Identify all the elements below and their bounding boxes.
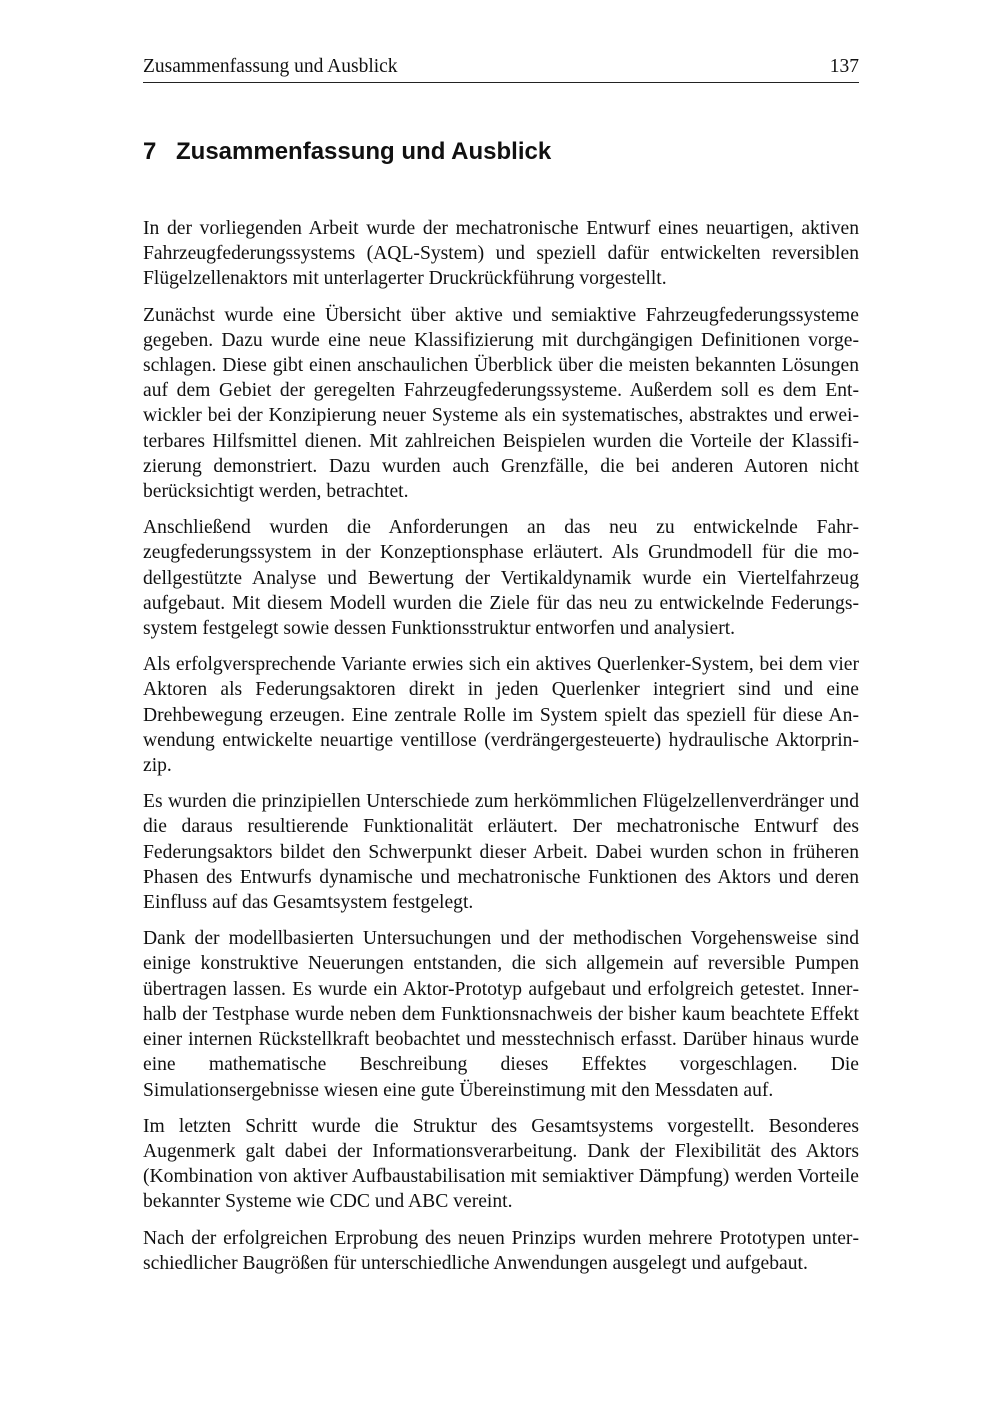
paragraph-requirements: Anschließend wurden die Anforderungen an das neu zu entwickelnde Fahrzeugfederungssystem in der Konzeptionsphase erläutert. Als Grundmodell für die modellgestützte Analyse und Bewertung der Vertikaldynamik wurde ein Viertelfahrzeug aufgebaut. Mit diesem Modell wurden die Ziele für das neu zu entwickelnde Federungssystem festgelegt sowie dessen Funktionsstruktur entworfen und analysiert.: [143, 517, 859, 640]
paragraph-actuator-design: Es wurden die prinzipiellen Unterschiede zum herkömmlichen Flügelzellenverdränger und die daraus resultierende Funktionalität erläutert. Der mechatronische Entwurf des Federungsaktors bildet den Schwerpunkt dieser Arbeit. Dabei wurden schon in früheren Phasen des Entwurfs dynamische und mechatronische Funktionen des Aktors und deren Einfluss auf das Gesamtsystem festgelegt.: [143, 791, 859, 914]
running-header-title: Zusammenfassung und Ausblick: [143, 56, 398, 77]
page-number: 137: [829, 56, 859, 77]
paragraph-prototype: Dank der modellbasierten Untersuchungen und der methodischen Vorgehensweise sind einige konstruktive Neuerungen entstanden, die sich allgemein auf reversible Pumpen übertragen lassen. Es wurde ein Aktor-Prototyp aufgebaut und erfolgreich getestet. Innerhalb der Testphase wurde neben dem Funktionsnachweis der bisher kaum beachtete Effekt einer internen Rückstellkraft beobachtet und messtechnisch erfasst. Darüber hinaus wurde eine mathematische Beschreibung dieses Effektes vorgeschlagen. Die Simulationsergebnisse wiesen eine gute Übereinstimung mit den Messdaten auf.: [143, 928, 859, 1101]
chapter-number: 7: [143, 138, 157, 165]
chapter-title: Zusammenfassung und Ausblick: [176, 138, 552, 165]
body-text: [143, 216, 859, 1287]
paragraph-outlook: Nach der erfolgreichen Erprobung des neuen Prinzips wurden mehrere Prototypen unterschiedlicher Baugrößen für unterschiedliche Anwendungen ausgelegt und aufgebaut.: [143, 1227, 859, 1274]
chapter-heading: [143, 137, 859, 167]
paragraph-classification: Zunächst wurde eine Übersicht über aktive und semiaktive Fahrzeugfederungssysteme gegeben. Dazu wurde eine neue Klassifizierung mit durchgängigen Definitionen vorgeschlagen. Diese gibt einen anschaulichen Überblick über die meisten bekannten Lösungen auf dem Gebiet der geregelten Fahrzeugfederungssysteme. Außerdem soll es dem Entwickler bei der Konzipierung neuer Systeme als ein systematisches, abstraktes und erweiterbares Hilfsmittel dienen. Mit zahlreichen Beispielen wurden die Vorteile der Klassifizierung demonstriert. Dazu wurden auch Grenzfälle, die bei anderen Autoren nicht berücksichtigt werden, betrachtet.: [143, 304, 859, 503]
paragraph-variant: Als erfolgversprechende Variante erwies sich ein aktives Querlenker-System, bei dem vier Aktoren als Federungsaktoren direkt in jeden Querlenker integriert sind und eine Drehbewegung erzeugen. Eine zentrale Rolle im System spielt das speziell für diese Anwendung entwickelte neuartige ventillose (verdrängergesteuerte) hydraulische Aktorprinzip.: [143, 654, 859, 777]
paragraph-system-structure: Im letzten Schritt wurde die Struktur des Gesamtsystems vorgestellt. Besonderes Augenmerk galt dabei der Informationsverarbeitung. Dank der Flexibilität des Aktors (Kombination von aktiver Aufbaustabilisation mit semiaktiver Dämpfung) werden Vorteile bekannter Systeme wie CDC und ABC vereint.: [143, 1115, 859, 1213]
paragraph-intro: In der vorliegenden Arbeit wurde der mechatronische Entwurf eines neuartigen, aktiven Fahrzeugfederungssystems (AQL-System) und speziell dafür entwickelten reversiblen Flügelzellenaktors mit unterlagerter Druckrückführung vorgestellt.: [143, 218, 859, 290]
running-header: [143, 54, 859, 83]
